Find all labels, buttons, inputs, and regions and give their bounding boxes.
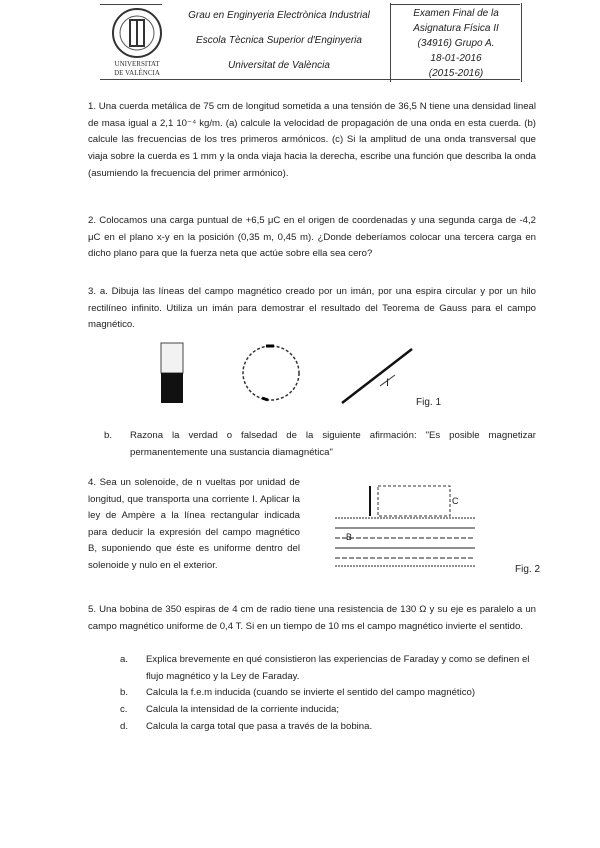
straight-wire-figure: [340, 345, 420, 409]
item-text: Calcula la f.e.m inducida (cuando se invierte el sentido del campo magnético): [146, 687, 476, 699]
question-4: 4. Sea un solenoide, de n vueltas por unidad de longitud, que transporta una corriente I. Aplicar la ley de Ampère a la línea rectangular indicada para deducir la expresión del campo magnético B, suponiendo que éste es uniforme dentro del solenoide y nulo en el exterior.: [88, 477, 300, 571]
figure-1-caption: Fig. 1: [416, 397, 442, 408]
course-name: Asignatura Física II: [413, 23, 499, 34]
item-letter: c.: [120, 704, 128, 716]
question-1: 1. Una cuerda metálica de 75 cm de longitud sometida a una tensión de 36,5 N tiene una densidad lineal de masa igual a 2,1 10⁻⁴ kg/m. (a) calcule la velocidad de propagación de una onda en esta cuerda. (b) calcule las frecuencias de los tres primeros armónicos. (c) Si la amplitud de una onda transversal que viaja sobre la cuerda es 1 mm y la onda viaja hacia la derecha, escribe una función que describa la onda (asumiendo la frecuencia del primer armónico).: [88, 101, 536, 179]
question-5-item-a: [120, 652, 540, 685]
question-5-item-b: [120, 685, 540, 702]
university-logo: [108, 6, 166, 78]
university-name: Universitat de València: [228, 60, 330, 71]
question-5-item-d: [120, 719, 540, 736]
question-5: 5. Una bobina de 350 espiras de 4 cm de radio tiene una resistencia de 130 Ω y su eje es paralelo a un campo magnético uniforme de 0,4 T. Si en un tiempo de 10 ms el campo magnético invierte el sentido.: [88, 604, 536, 632]
academic-year: (2015-2016): [428, 68, 484, 79]
school-name: Escola Tècnica Superior d'Enginyeria: [196, 35, 362, 46]
header-institution: [172, 3, 386, 79]
svg-text:DE VALÈNCIA: DE VALÈNCIA: [114, 69, 160, 77]
item-letter: d.: [120, 720, 129, 732]
loop-label: C: [452, 496, 459, 506]
item-letter: b.: [120, 687, 129, 699]
question-5-item-c: [120, 702, 540, 719]
item-text: Calcula la intensidad de la corriente inducida;: [146, 704, 340, 716]
exam-title: Examen Final de la: [413, 8, 499, 19]
item-text: Razona la verdad o falsedad de la siguiente afirmación: "Es posible magnetizar permanentemente una sustancia diamagnética": [130, 430, 536, 458]
degree-name: Grau en Enginyeria Electrònica Industrial: [188, 10, 370, 21]
question-2: 2. Colocamos una carga puntual de +6,5 μC en el origen de coordenadas y una segunda carga de -4,2 μC en el plano x-y en la posición (0,35 m, 0,45 m). ¿Donde deberíamos colocar una tercera carga en dicho plano para que la fuerza neta que actúe sobre ella sea cero?: [88, 215, 536, 260]
question-3a: 3. a. Dibuja las líneas del campo magnético creado por un imán, por una espira circular y por un hilo rectilíneo infinito. Utiliza un imán para demostrar el resultado del Teorema de Gauss para el campo magnético.: [88, 286, 536, 331]
item-text: Calcula la carga total que pasa a través de la bobina.: [146, 720, 373, 732]
item-letter: b.: [104, 430, 113, 441]
item-letter: a.: [120, 654, 129, 665]
solenoid-figure: [330, 478, 480, 580]
question-3b: [104, 428, 536, 461]
divider: [100, 4, 162, 5]
figure-2-caption: Fig. 2: [515, 564, 541, 575]
circular-loop-figure: [238, 342, 308, 406]
course-group: (34916) Grupo A.: [417, 38, 495, 49]
exam-date: 18-01-2016: [430, 53, 482, 64]
question-5-items: [120, 652, 540, 736]
field-label: B: [346, 532, 353, 542]
current-label: I: [386, 377, 390, 389]
magnet-figure: [160, 342, 186, 406]
svg-text:UNIVERSITAT: UNIVERSITAT: [114, 60, 160, 68]
item-text: Explica brevemente en qué consistieron las experiencias de Faraday y como se definen el flujo magnético y la Ley de Faraday.: [146, 654, 530, 682]
exam-info-box: [390, 3, 522, 82]
